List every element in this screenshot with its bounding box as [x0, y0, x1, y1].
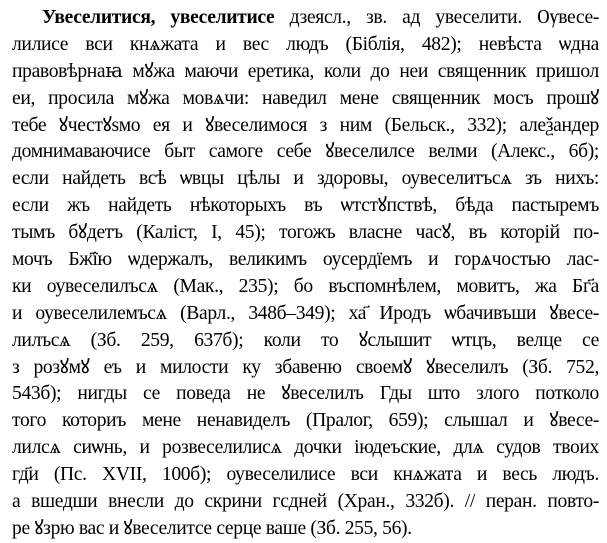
- entry-line-13: лилъсѧ (Зб. 259, 637б); коли то ꙋслышит ѡтцъ, велце се: [12, 329, 599, 351]
- entry-line-3: правовѣрнаꙗ мꙋжа маючи еретика, коли до неи священник пришол: [12, 60, 599, 82]
- entry-line-12: и оувеселилемъсѧ (Варл., 348б–349); ха҃ Иродъ ѡбачивъши ꙋвесе-: [12, 302, 599, 324]
- entry-line-9: тымъ бꙋдетъ (Каліст, І, 45); тогожъ власне часꙋ, въ которій по-: [12, 222, 599, 244]
- entry-line-1-text: дзеясл., зв. ад увеселити. Ѹвесе-: [274, 7, 599, 28]
- headword: Увеселитися, увеселитисе: [42, 7, 275, 28]
- entry-line-20: ре ꙋзрю вас и ꙋвеселитсе серце ваше (Зб. 255, 56).: [12, 517, 412, 539]
- entry-line-11: ки оувеселилъсѧ (Мак., 235); бо въспомнѣлем, мовитъ, жа Бг҃а: [12, 275, 599, 297]
- entry-line-1: [12, 5, 599, 32]
- entry-line-10: мочъ Бж҃їю ѡдержалъ, великимъ оусердїемъ и горѧчостью лас-: [12, 249, 599, 271]
- entry-line-8: если жъ найдеть нѣкоторыхъ въ ѡтстꙋпствѣ, бѣда пастыремъ: [12, 195, 599, 217]
- entry-line-16: того коториъ мене ненавиделъ (Пралог, 659); слышал и ꙋвесе-: [12, 410, 599, 432]
- entry-line-19: а вшедши внесли до скрини гсдней (Хран., 332б). // перан. повто-: [12, 491, 599, 513]
- entry-line-18: гд҃и (Пс. XVII, 100б); оувеселилисе вси кнѧжата и весь людъ.: [12, 464, 599, 486]
- entry-line-17: лилсѧ сиѡнь, и розвеселилисѧ дочки іюдеъские, длѧ судов твоих: [12, 437, 599, 459]
- entry-line-6: домнимаваючисе быт самоге себе ꙋвеселилсе велми (Алекс., 6б);: [12, 141, 599, 163]
- entry-line-4: еи, просила мꙋжа мовѧчи: наведил мене священник мосъ прошꙋ: [12, 87, 599, 109]
- entry-line-15: 543б); нигды се поведа не ꙋвеселилъ Гды што злого потколо: [12, 383, 599, 405]
- entry-line-2: лилисе вси кнѧжата и вес людъ (Біблія, 482); невѣста ѡдна: [12, 33, 599, 55]
- entry-line-14: з розꙋмꙋ еъ и милости ку збавеню своемꙋ ꙋвеселилъ (Зб. 752,: [12, 356, 599, 378]
- entry-line-5: тебе ꙋчестꙋѕмо ея и ꙋвеселимося з ним (Бельск., 332); алеѯандер: [12, 114, 599, 136]
- entry-line-7: если найдеть всѣ ѡвцы цѣлы и здоровы, оувеселитъсѧ зъ нихъ:: [12, 168, 599, 190]
